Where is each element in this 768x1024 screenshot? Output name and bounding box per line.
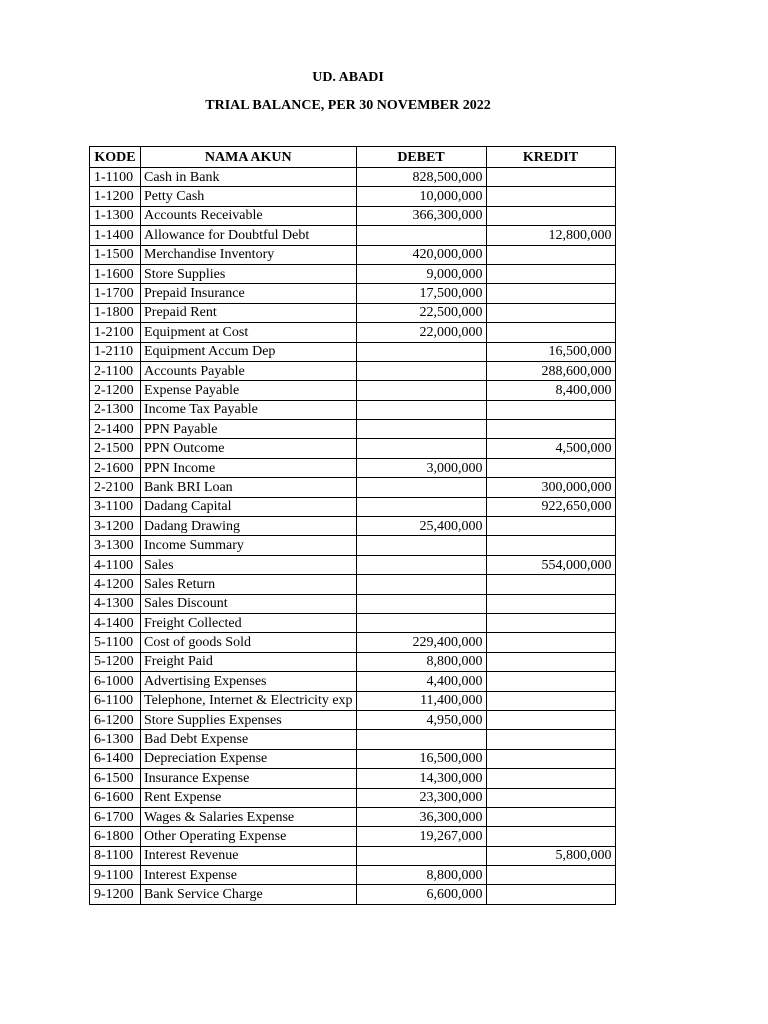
account-code-cell: 4-1100 bbox=[90, 555, 141, 574]
account-name-cell: Income Tax Payable bbox=[141, 400, 357, 419]
account-name-cell: Store Supplies bbox=[141, 264, 357, 283]
account-code-cell: 8-1100 bbox=[90, 846, 141, 865]
account-code-cell: 1-1500 bbox=[90, 245, 141, 264]
account-code-cell: 9-1100 bbox=[90, 866, 141, 885]
account-name-cell: Freight Collected bbox=[141, 613, 357, 632]
account-name-cell: Petty Cash bbox=[141, 187, 357, 206]
table-row bbox=[90, 536, 616, 555]
debit-amount-cell bbox=[356, 226, 486, 245]
credit-amount-cell bbox=[486, 827, 615, 846]
table-row bbox=[90, 264, 616, 283]
debit-amount-cell: 23,300,000 bbox=[356, 788, 486, 807]
debit-amount-cell bbox=[356, 594, 486, 613]
account-name-cell: Allowance for Doubtful Debt bbox=[141, 226, 357, 245]
debit-amount-cell: 25,400,000 bbox=[356, 517, 486, 536]
debit-amount-cell: 22,000,000 bbox=[356, 323, 486, 342]
account-code-cell: 1-1200 bbox=[90, 187, 141, 206]
table-row bbox=[90, 827, 616, 846]
debit-amount-cell: 11,400,000 bbox=[356, 691, 486, 710]
account-name-cell: Equipment at Cost bbox=[141, 323, 357, 342]
credit-amount-cell bbox=[486, 769, 615, 788]
account-name-cell: PPN Outcome bbox=[141, 439, 357, 458]
table-row bbox=[90, 458, 616, 477]
debit-amount-cell bbox=[356, 381, 486, 400]
account-code-cell: 5-1100 bbox=[90, 633, 141, 652]
debit-amount-cell: 6,600,000 bbox=[356, 885, 486, 904]
table-row bbox=[90, 652, 616, 671]
account-name-cell: Advertising Expenses bbox=[141, 672, 357, 691]
table-row bbox=[90, 342, 616, 361]
table-row bbox=[90, 866, 616, 885]
account-name-cell: Accounts Payable bbox=[141, 361, 357, 380]
debit-amount-cell bbox=[356, 420, 486, 439]
table-row bbox=[90, 594, 616, 613]
account-code-cell: 1-1600 bbox=[90, 264, 141, 283]
table-row bbox=[90, 633, 616, 652]
table-row bbox=[90, 555, 616, 574]
table-row bbox=[90, 517, 616, 536]
account-name-cell: Cash in Bank bbox=[141, 168, 357, 187]
account-name-cell: Bank Service Charge bbox=[141, 885, 357, 904]
debit-amount-cell: 828,500,000 bbox=[356, 168, 486, 187]
account-code-cell: 1-1800 bbox=[90, 303, 141, 322]
account-name-cell: Depreciation Expense bbox=[141, 749, 357, 768]
credit-amount-cell bbox=[486, 284, 615, 303]
table-row bbox=[90, 613, 616, 632]
account-code-cell: 9-1200 bbox=[90, 885, 141, 904]
account-name-cell: Income Summary bbox=[141, 536, 357, 555]
table-row bbox=[90, 381, 616, 400]
account-name-cell: Sales Return bbox=[141, 575, 357, 594]
account-code-cell: 6-1500 bbox=[90, 769, 141, 788]
debit-amount-cell bbox=[356, 575, 486, 594]
debit-amount-cell: 420,000,000 bbox=[356, 245, 486, 264]
table-row bbox=[90, 187, 616, 206]
account-name-cell: Merchandise Inventory bbox=[141, 245, 357, 264]
credit-amount-cell bbox=[486, 187, 615, 206]
account-code-cell: 6-1300 bbox=[90, 730, 141, 749]
account-code-cell: 6-1000 bbox=[90, 672, 141, 691]
table-row bbox=[90, 361, 616, 380]
account-name-cell: Freight Paid bbox=[141, 652, 357, 671]
credit-amount-cell bbox=[486, 245, 615, 264]
column-header-nama-akun: NAMA AKUN bbox=[141, 147, 357, 168]
table-body bbox=[90, 168, 616, 905]
table-row bbox=[90, 420, 616, 439]
account-code-cell: 2-1400 bbox=[90, 420, 141, 439]
account-name-cell: Interest Expense bbox=[141, 866, 357, 885]
account-name-cell: Sales bbox=[141, 555, 357, 574]
credit-amount-cell bbox=[486, 168, 615, 187]
account-code-cell: 1-1100 bbox=[90, 168, 141, 187]
debit-amount-cell: 19,267,000 bbox=[356, 827, 486, 846]
table-row bbox=[90, 323, 616, 342]
table-row bbox=[90, 846, 616, 865]
credit-amount-cell bbox=[486, 458, 615, 477]
credit-amount-cell bbox=[486, 575, 615, 594]
credit-amount-cell bbox=[486, 866, 615, 885]
account-code-cell: 1-2110 bbox=[90, 342, 141, 361]
debit-amount-cell bbox=[356, 361, 486, 380]
debit-amount-cell bbox=[356, 497, 486, 516]
table-row bbox=[90, 885, 616, 904]
debit-amount-cell bbox=[356, 478, 486, 497]
account-name-cell: Dadang Drawing bbox=[141, 517, 357, 536]
debit-amount-cell: 8,800,000 bbox=[356, 866, 486, 885]
account-name-cell: Prepaid Rent bbox=[141, 303, 357, 322]
table-row bbox=[90, 788, 616, 807]
credit-amount-cell: 288,600,000 bbox=[486, 361, 615, 380]
credit-amount-cell: 554,000,000 bbox=[486, 555, 615, 574]
account-name-cell: Dadang Capital bbox=[141, 497, 357, 516]
credit-amount-cell bbox=[486, 420, 615, 439]
debit-amount-cell bbox=[356, 536, 486, 555]
credit-amount-cell: 300,000,000 bbox=[486, 478, 615, 497]
credit-amount-cell: 8,400,000 bbox=[486, 381, 615, 400]
table-row bbox=[90, 672, 616, 691]
account-name-cell: Telephone, Internet & Electricity exp bbox=[141, 691, 357, 710]
debit-amount-cell: 10,000,000 bbox=[356, 187, 486, 206]
account-code-cell: 6-1700 bbox=[90, 807, 141, 826]
account-name-cell: Insurance Expense bbox=[141, 769, 357, 788]
table-row bbox=[90, 749, 616, 768]
table-row bbox=[90, 439, 616, 458]
column-header-debet: DEBET bbox=[356, 147, 486, 168]
debit-amount-cell: 14,300,000 bbox=[356, 769, 486, 788]
account-code-cell: 6-1200 bbox=[90, 710, 141, 729]
credit-amount-cell: 12,800,000 bbox=[486, 226, 615, 245]
account-code-cell: 2-1600 bbox=[90, 458, 141, 477]
table-row bbox=[90, 497, 616, 516]
account-code-cell: 6-1600 bbox=[90, 788, 141, 807]
account-code-cell: 6-1800 bbox=[90, 827, 141, 846]
account-code-cell: 2-1300 bbox=[90, 400, 141, 419]
account-name-cell: Wages & Salaries Expense bbox=[141, 807, 357, 826]
table-row bbox=[90, 769, 616, 788]
column-header-kredit: KREDIT bbox=[486, 147, 615, 168]
account-name-cell: Rent Expense bbox=[141, 788, 357, 807]
credit-amount-cell: 4,500,000 bbox=[486, 439, 615, 458]
account-name-cell: Bad Debt Expense bbox=[141, 730, 357, 749]
table-row bbox=[90, 400, 616, 419]
account-name-cell: PPN Income bbox=[141, 458, 357, 477]
credit-amount-cell bbox=[486, 710, 615, 729]
account-name-cell: Other Operating Expense bbox=[141, 827, 357, 846]
table-row bbox=[90, 284, 616, 303]
credit-amount-cell bbox=[486, 691, 615, 710]
debit-amount-cell bbox=[356, 342, 486, 361]
account-code-cell: 2-1200 bbox=[90, 381, 141, 400]
credit-amount-cell bbox=[486, 672, 615, 691]
debit-amount-cell bbox=[356, 613, 486, 632]
company-name: UD. ABADI bbox=[312, 70, 384, 85]
credit-amount-cell: 5,800,000 bbox=[486, 846, 615, 865]
account-code-cell: 1-1400 bbox=[90, 226, 141, 245]
credit-amount-cell: 16,500,000 bbox=[486, 342, 615, 361]
debit-amount-cell bbox=[356, 555, 486, 574]
account-code-cell: 6-1100 bbox=[90, 691, 141, 710]
table-row bbox=[90, 730, 616, 749]
table-row bbox=[90, 168, 616, 187]
debit-amount-cell: 8,800,000 bbox=[356, 652, 486, 671]
credit-amount-cell bbox=[486, 264, 615, 283]
table-row bbox=[90, 575, 616, 594]
trial-balance-table bbox=[89, 146, 616, 905]
account-code-cell: 6-1400 bbox=[90, 749, 141, 768]
account-code-cell: 3-1200 bbox=[90, 517, 141, 536]
debit-amount-cell: 4,950,000 bbox=[356, 710, 486, 729]
credit-amount-cell bbox=[486, 749, 615, 768]
debit-amount-cell: 4,400,000 bbox=[356, 672, 486, 691]
account-name-cell: Cost of goods Sold bbox=[141, 633, 357, 652]
debit-amount-cell: 22,500,000 bbox=[356, 303, 486, 322]
debit-amount-cell: 366,300,000 bbox=[356, 206, 486, 225]
credit-amount-cell bbox=[486, 788, 615, 807]
account-name-cell: Bank BRI Loan bbox=[141, 478, 357, 497]
account-code-cell: 4-1400 bbox=[90, 613, 141, 632]
account-code-cell: 1-1300 bbox=[90, 206, 141, 225]
account-code-cell: 4-1200 bbox=[90, 575, 141, 594]
debit-amount-cell bbox=[356, 846, 486, 865]
table-row bbox=[90, 807, 616, 826]
table-header-row bbox=[90, 147, 616, 168]
account-name-cell: Accounts Receivable bbox=[141, 206, 357, 225]
table-row bbox=[90, 226, 616, 245]
credit-amount-cell bbox=[486, 613, 615, 632]
credit-amount-cell bbox=[486, 730, 615, 749]
credit-amount-cell bbox=[486, 303, 615, 322]
account-code-cell: 2-2100 bbox=[90, 478, 141, 497]
account-code-cell: 3-1100 bbox=[90, 497, 141, 516]
credit-amount-cell bbox=[486, 206, 615, 225]
debit-amount-cell: 36,300,000 bbox=[356, 807, 486, 826]
credit-amount-cell bbox=[486, 400, 615, 419]
account-code-cell: 2-1500 bbox=[90, 439, 141, 458]
account-code-cell: 2-1100 bbox=[90, 361, 141, 380]
account-name-cell: Store Supplies Expenses bbox=[141, 710, 357, 729]
account-code-cell: 1-2100 bbox=[90, 323, 141, 342]
report-title: TRIAL BALANCE, PER 30 NOVEMBER 2022 bbox=[205, 98, 491, 113]
credit-amount-cell bbox=[486, 536, 615, 555]
credit-amount-cell bbox=[486, 594, 615, 613]
debit-amount-cell: 16,500,000 bbox=[356, 749, 486, 768]
debit-amount-cell: 229,400,000 bbox=[356, 633, 486, 652]
table-row bbox=[90, 245, 616, 264]
credit-amount-cell bbox=[486, 517, 615, 536]
column-header-kode: KODE bbox=[90, 147, 141, 168]
credit-amount-cell bbox=[486, 652, 615, 671]
debit-amount-cell bbox=[356, 730, 486, 749]
account-name-cell: Interest Revenue bbox=[141, 846, 357, 865]
account-code-cell: 4-1300 bbox=[90, 594, 141, 613]
account-name-cell: PPN Payable bbox=[141, 420, 357, 439]
account-name-cell: Equipment Accum Dep bbox=[141, 342, 357, 361]
account-name-cell: Expense Payable bbox=[141, 381, 357, 400]
account-code-cell: 5-1200 bbox=[90, 652, 141, 671]
credit-amount-cell bbox=[486, 885, 615, 904]
debit-amount-cell: 3,000,000 bbox=[356, 458, 486, 477]
debit-amount-cell: 17,500,000 bbox=[356, 284, 486, 303]
account-code-cell: 3-1300 bbox=[90, 536, 141, 555]
credit-amount-cell bbox=[486, 323, 615, 342]
table-row bbox=[90, 691, 616, 710]
table-row bbox=[90, 303, 616, 322]
account-code-cell: 1-1700 bbox=[90, 284, 141, 303]
table-row bbox=[90, 478, 616, 497]
credit-amount-cell bbox=[486, 633, 615, 652]
credit-amount-cell: 922,650,000 bbox=[486, 497, 615, 516]
debit-amount-cell bbox=[356, 439, 486, 458]
credit-amount-cell bbox=[486, 807, 615, 826]
debit-amount-cell bbox=[356, 400, 486, 419]
account-name-cell: Sales Discount bbox=[141, 594, 357, 613]
debit-amount-cell: 9,000,000 bbox=[356, 264, 486, 283]
table-row bbox=[90, 710, 616, 729]
table-row bbox=[90, 206, 616, 225]
account-name-cell: Prepaid Insurance bbox=[141, 284, 357, 303]
